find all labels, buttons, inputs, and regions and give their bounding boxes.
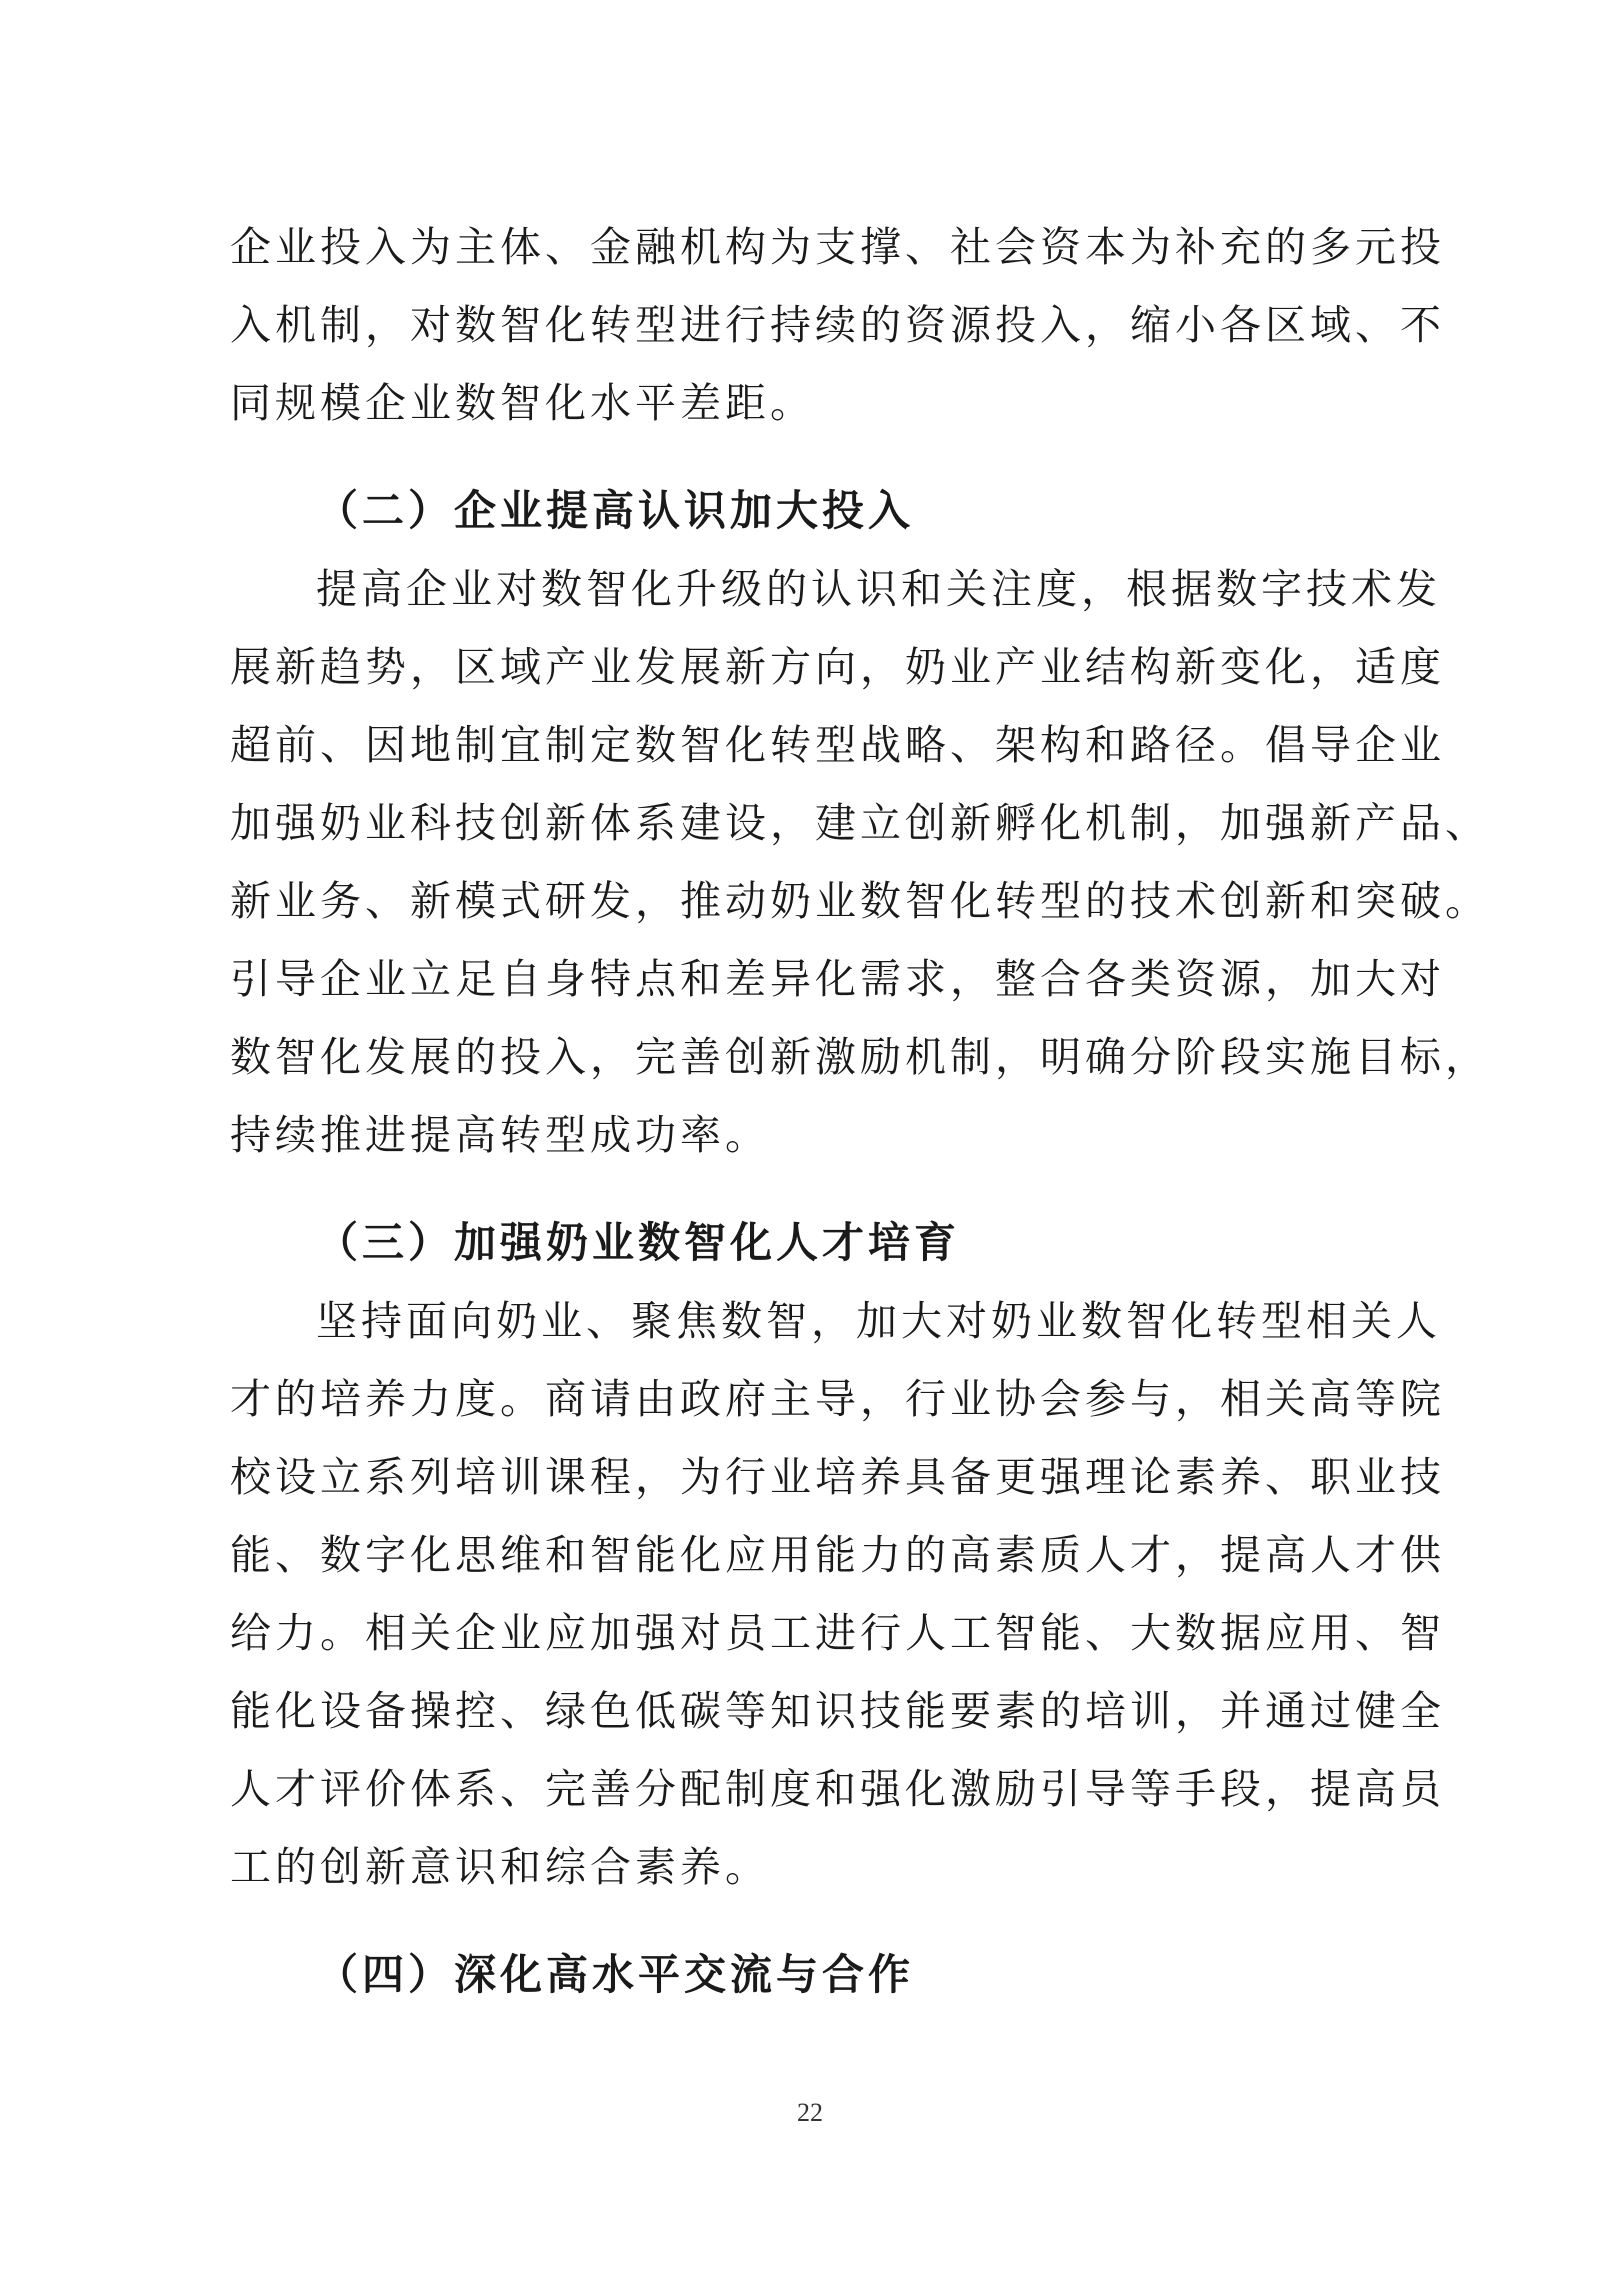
text-line: 能、数字化思维和智能化应用能力的高素质人才，提高人才供 <box>230 1531 1445 1579</box>
text-line: 新业务、新模式研发，推动奶业数智化转型的技术创新和突破。 <box>230 877 1490 925</box>
text-line: 坚持面向奶业、聚焦数智，加大对奶业数智化转型相关人 <box>316 1297 1441 1345</box>
section-heading-4: （四）深化高水平交流与合作 <box>316 1950 915 1999</box>
text-line: 给力。相关企业应加强对员工进行人工智能、大数据应用、智 <box>230 1609 1445 1657</box>
section-heading-3: （三）加强奶业数智化人才培育 <box>316 1218 961 1267</box>
text-line: 提高企业对数智化升级的认识和关注度，根据数字技术发 <box>316 565 1441 613</box>
document-body <box>230 208 1490 2014</box>
text-line: 工的创新意识和综合素养。 <box>230 1843 770 1891</box>
text-line: 持续推进提高转型成功率。 <box>230 1111 770 1159</box>
text-line: 展新趋势，区域产业发展新方向，奶业产业结构新变化，适度 <box>230 643 1445 691</box>
text-line: 校设立系列培训课程，为行业培养具备更强理论素养、职业技 <box>230 1453 1445 1501</box>
text-line: 加强奶业科技创新体系建设，建立创新孵化机制，加强新产品、 <box>230 799 1490 847</box>
paragraph-enterprise-investment <box>230 550 1490 1174</box>
section-heading-2: （二）企业提高认识加大投入 <box>316 486 915 535</box>
text-line: 人才评价体系、完善分配制度和强化激励引导等手段，提高员 <box>230 1765 1445 1813</box>
text-line: 数智化发展的投入，完善创新激励机制，明确分阶段实施目标， <box>230 1033 1490 1081</box>
text-line: 才的培养力度。商请由政府主导，行业协会参与，相关高等院 <box>230 1375 1445 1423</box>
text-line: 能化设备操控、绿色低碳等知识技能要素的培训，并通过健全 <box>230 1687 1445 1735</box>
text-line: 超前、因地制宜制定数智化转型战略、架构和路径。倡导企业 <box>230 721 1445 769</box>
text-line: 同规模企业数智化水平差距。 <box>230 379 815 427</box>
page-number: 22 <box>797 2098 823 2127</box>
text-line: 企业投入为主体、金融机构为支撑、社会资本为补充的多元投 <box>230 223 1445 271</box>
paragraph-talent-training <box>230 1282 1445 1906</box>
text-line: 入机制，对数智化转型进行持续的资源投入，缩小各区域、不 <box>230 301 1445 349</box>
text-line: 引导企业立足自身特点和差异化需求，整合各类资源，加大对 <box>230 955 1445 1003</box>
paragraph-continuation <box>230 208 1445 442</box>
